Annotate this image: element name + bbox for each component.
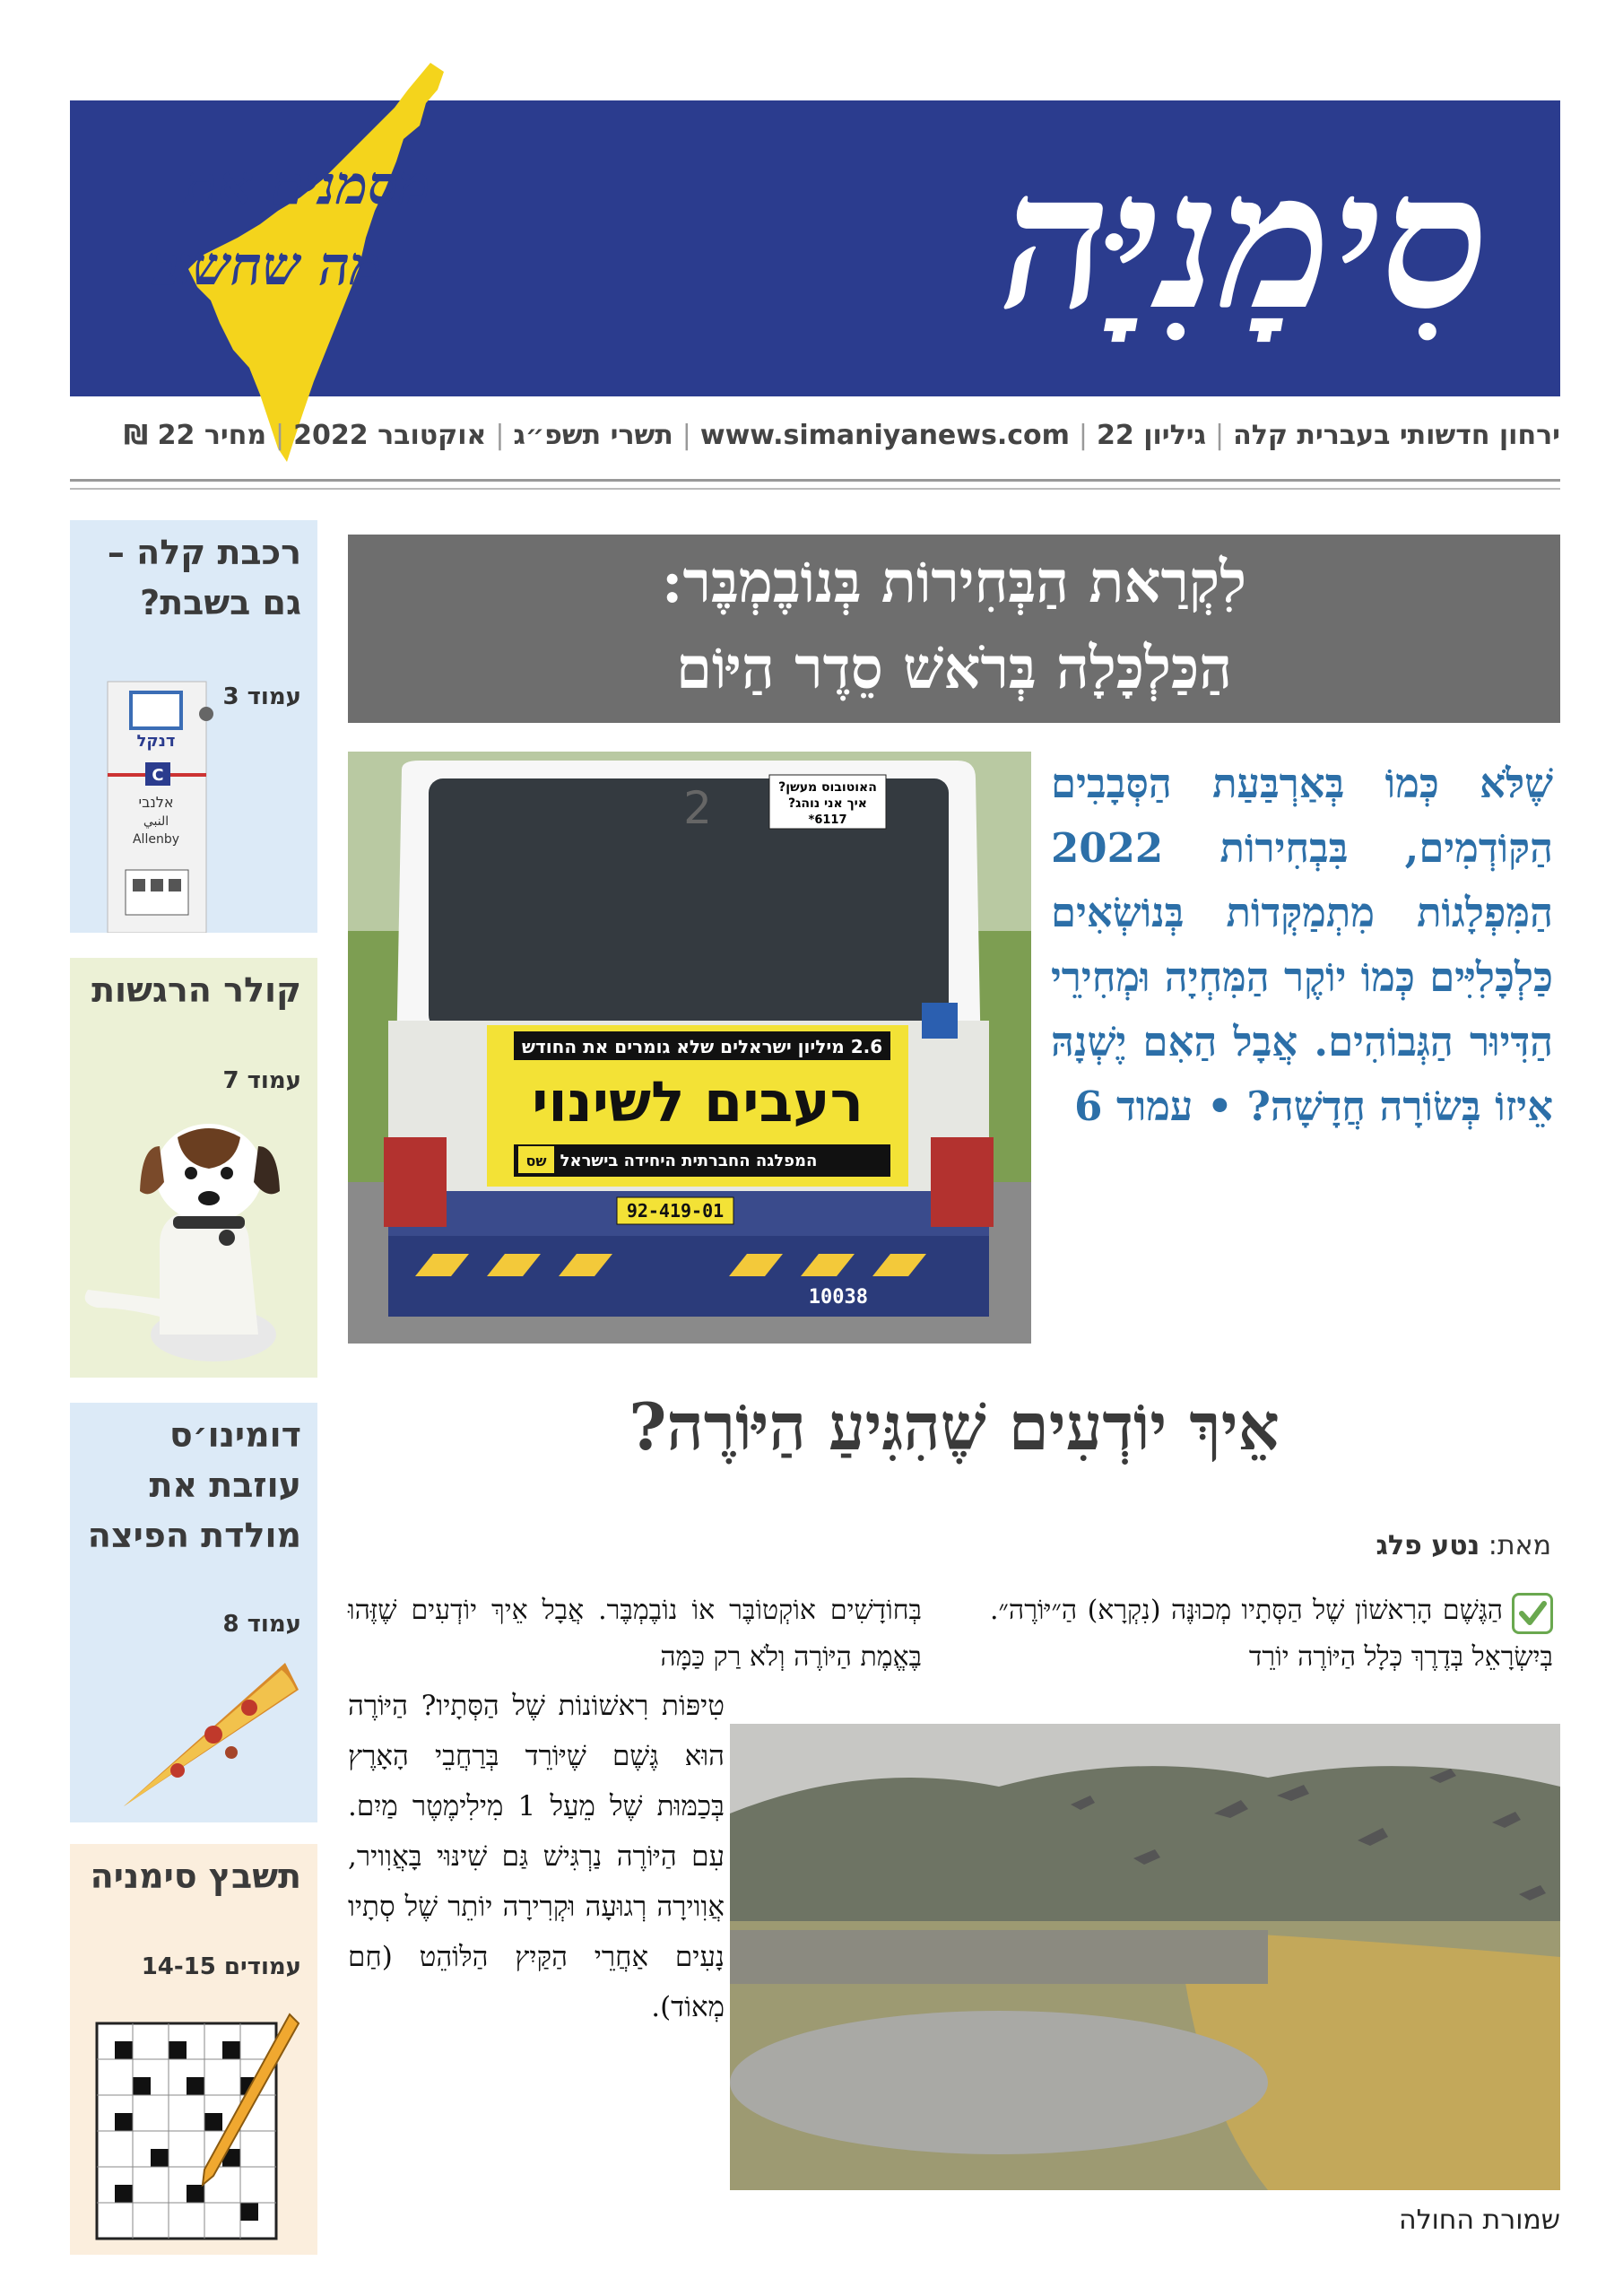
sign-brand: דנקל [136, 732, 176, 751]
station-sign-icon [99, 673, 215, 933]
slogan-line-1: מסמנים את [185, 154, 430, 217]
headline[interactable] [348, 540, 1560, 712]
bus-sign-code: 6117* [808, 813, 847, 827]
headline-box [348, 535, 1560, 723]
divider [70, 479, 1560, 482]
sidebar-item-page: עמודים 14-15 [141, 1953, 301, 1980]
sidebar-item-dominos[interactable] [70, 1403, 317, 1822]
info-line: ירחון חדשותי בעברית קלה|גיליון 22|www.simaniyanews.com|תשרי תשפ״ג|אוקטובר 2022|מחיר 22 ₪ [124, 420, 1560, 451]
sidebar-item-emotions-collar[interactable] [70, 958, 317, 1378]
slogan-line-2: מה שחשוב [152, 235, 382, 298]
teaser[interactable] [1051, 752, 1553, 1139]
info-hebrew-date: תשרי תשפ״ג [513, 420, 673, 451]
sidebar-item-page: עמוד 3 [222, 683, 301, 710]
crossword-icon [88, 2005, 303, 2248]
byline-name: נטע פלג [1376, 1530, 1480, 1561]
bus-license-plate: 92-419-01 [626, 1200, 725, 1222]
photo-caption: שמורת החולה [1398, 2205, 1560, 2236]
dog-icon [70, 1110, 317, 1370]
bus-banner-main: רעבים לשינוי [532, 1069, 864, 1135]
party-logo: שס [525, 1152, 547, 1170]
sign-line-letter: C [152, 766, 164, 785]
info-price: מחיר 22 ₪ [124, 420, 267, 451]
sidebar-item-light-rail[interactable] [70, 520, 317, 933]
divider [70, 488, 1560, 490]
info-issue: גיליון 22 [1097, 420, 1207, 451]
sidebar-item-page: עמוד 8 [222, 1611, 301, 1638]
teaser-text: שֶׁלֹּא כְּמוֹ בְּאַרְבַּעַת הַסְּבָבִים הַקּוֹדְמִים, בִּבְחִירוֹת 2022 הַמִּפְלָגוֹת מִתְמַקְּדוֹת בְּנוֹשְׂאִים כַּלְכָּלִיִּים כְּמוֹ יוֹקֶר הַמִּחְיָה וּמְחִירֵי הַדִּיוּר הַגְּבוֹהִים. אֲבָל הַאִם יֶשְׁנָהּ אֵיזוֹ בְּשׂוֹרָה חֲדָשָׁה? [1051, 760, 1553, 1130]
byline-label: מאת: [1488, 1530, 1551, 1561]
info-date: אוקטובר 2022 [293, 420, 487, 451]
cranes-photo [730, 1724, 1560, 2190]
sidebar-item-crossword[interactable] [70, 1844, 317, 2255]
sidebar-item-page: עמוד 7 [222, 1067, 301, 1094]
sidebar-item-title: קולר הרגשות [91, 970, 301, 1010]
sign-station-ar: النبي [143, 814, 169, 829]
teaser-page-ref: • עמוד 6 [1074, 1083, 1233, 1130]
sidebar-item-title: תשבץ סימניה [90, 1857, 301, 1896]
headline-line-1: לִקְרַאת הַבְּחִירוֹת בְּנוֹבֶמְבֶּר: [661, 549, 1247, 616]
pizza-slice-icon [106, 1654, 303, 1815]
article-column-left-top: בְּחוֹדָשִׁים אוֹקְטוֹבֶּר אוֹ נוֹבֶמְבֶּר. אֲבָל אֵיךְ יוֹדְעִים שֶׁזֶּהוּ בֶּאֱמֶת הַיּוֹרֶה וְלֹא רַק כַּמָּה [348, 1595, 922, 1673]
bus-banner-top: 2.6 מיליון ישראלים שלא גומרים את החודש [521, 1036, 883, 1057]
article-title[interactable]: אֵיךְ יוֹדְעִים שֶׁהִגִּיעַ הַיּוֹרֶה? [629, 1388, 1280, 1465]
bus-fleet-number: 10038 [808, 1286, 868, 1309]
bus-photo [348, 752, 1031, 1344]
bus-sign-mid: איך אני נוהג? [788, 796, 867, 811]
info-subtitle: ירחון חדשותי בעברית קלה [1233, 420, 1560, 451]
bus-banner-bottom: המפלגה החברתית היחידה בישראל [560, 1152, 818, 1170]
sign-station-he: אלנבי [138, 794, 174, 811]
article-column-left-rest: טִיפּוֹת רִאשׁוֹנוֹת שֶׁל הַסְּתָיו? הַיּוֹרֶה הוּא גֶּשֶׁם שֶׁיּוֹרֵד בְּרַחֲבֵי הָאָרֶץ בְּכַמּוּת שֶׁל מֵעַל 1 מִילִימֶטֶר מַיִם. עִם הַיּוֹרֶה נַרְגִּישׁ גַּם שִׁינּוּי בָּאֲוִויר, אֲוִוירָה רְגוּעָה וּקְרִירָה יוֹתֵר שֶׁל סְתָיו נָעִים אַחֲרֵי הַקַּיִץ הַלּוֹהֵט (חַם מְאוֹד). [348, 1690, 725, 2023]
headline-line-2: הַכַּלְכָּלָה בְּרֹאשׁ סֵדֶר הַיּוֹם [675, 635, 1233, 702]
article-column-right: הַגֶּשֶׁם הָרִאשׁוֹן שֶׁל הַסְּתָיו מְכוּנֶּה (נִקְרָא) הַ״יּוֹרֶה״. בְּיִשְׂרָאֵל בְּדֶרֶךְ כְּלָל הַיּוֹרֶה יוֹרֵד [990, 1595, 1553, 1673]
byline [1376, 1530, 1552, 1561]
logo-title: סִימָנִיָּה [1001, 130, 1488, 352]
sidebar-item-title: דומינו׳ס עוזבת את מולדת הפיצה [87, 1415, 301, 1555]
sign-station-en: Allenby [132, 832, 180, 847]
bus-route-number: 2 [683, 782, 712, 834]
info-website-link[interactable]: www.simaniyanews.com [699, 420, 1070, 451]
bus-sign-top: האוטובוס מעשן? [778, 780, 877, 795]
sidebar-item-title: רכבת קלה – גם בשבת? [107, 533, 301, 622]
